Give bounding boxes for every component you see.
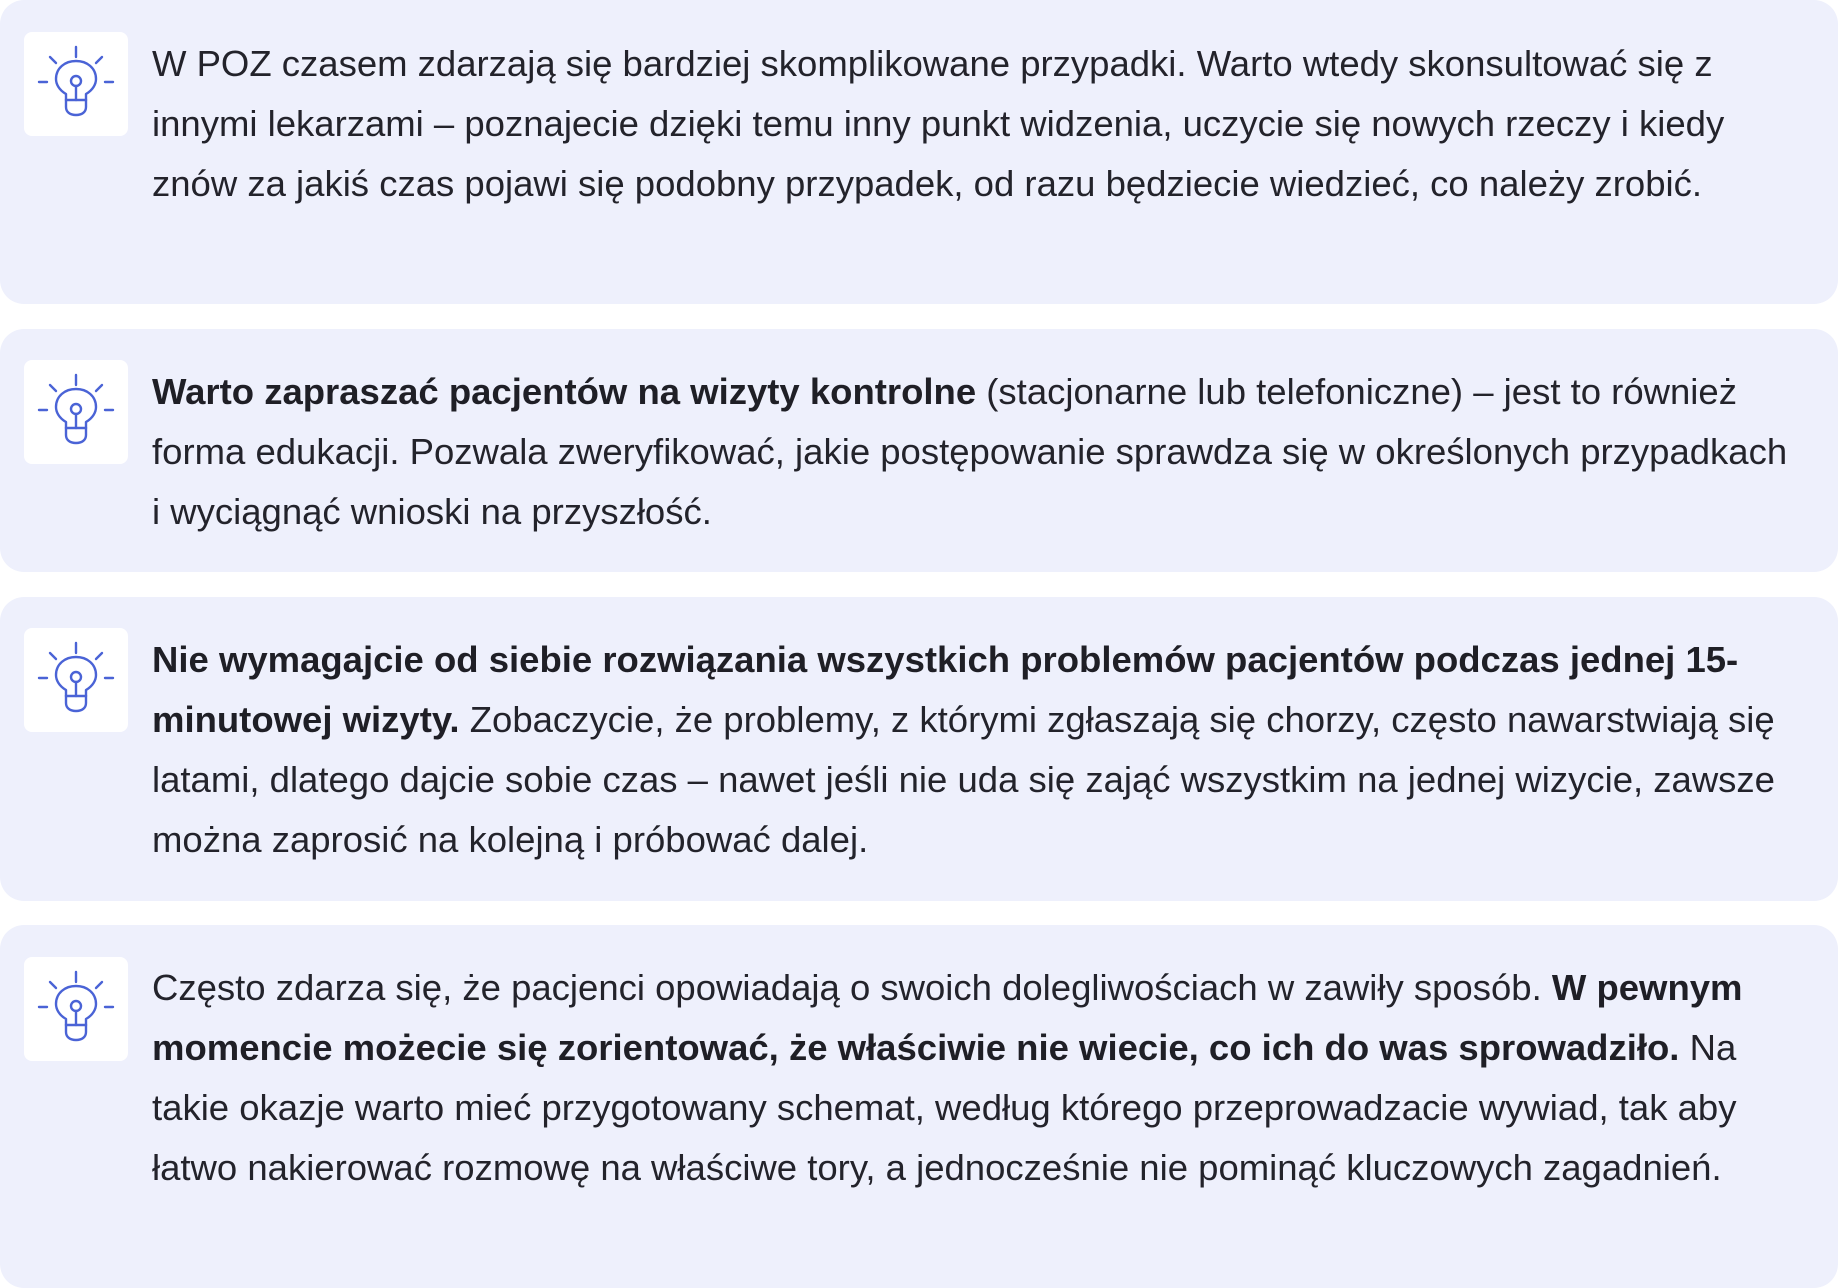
tip-text-2 bbox=[152, 362, 1802, 542]
tip-card-3 bbox=[0, 597, 1838, 901]
tip-text-4 bbox=[152, 958, 1802, 1198]
tip-card-4 bbox=[0, 925, 1838, 1288]
tip-text-3 bbox=[152, 630, 1802, 870]
tip-3-segment-1: Nie wymagajcie od siebie rozwiązania wszystkich problemów pacjentów podczas jednej 15-minutowej wizyty. bbox=[152, 639, 1739, 740]
lightbulb-icon bbox=[24, 957, 128, 1061]
tip-4-segment-2: W pewnym momencie możecie się zorientować, że właściwie nie wiecie, co ich do was sprowadziło. bbox=[152, 967, 1743, 1068]
tip-3-segment-2: Zobaczycie, że problemy, z którymi zgłaszają się chorzy, często nawarstwiają się latami, dlatego dajcie sobie czas – nawet jeśli nie uda się zająć wszystkim na jednej wizycie, zawsze można zaprosić na kolejną i próbować dalej. bbox=[152, 699, 1775, 860]
tip-2-segment-2: (stacjonarne lub telefoniczne) – jest to również forma edukacji. Pozwala zweryfikować, jakie postępowanie sprawdza się w określonych przypadkach i wyciągnąć wnioski na przyszłość. bbox=[152, 371, 1788, 532]
lightbulb-icon bbox=[24, 32, 128, 136]
tip-card-1 bbox=[0, 0, 1838, 304]
tip-card-2 bbox=[0, 329, 1838, 572]
tip-4-segment-3: Na takie okazje warto mieć przygotowany schemat, według którego przeprowadzacie wywiad, tak aby łatwo nakierować rozmowę na właściwe tory, a jednocześnie nie pominąć kluczowych zagadnień. bbox=[152, 1027, 1737, 1188]
tip-1-segment-1: W POZ czasem zdarzają się bardziej skomplikowane przypadki. Warto wtedy skonsultować się z innymi lekarzami – poznajecie dzięki temu inny punkt widzenia, uczycie się nowych rzeczy i kiedy znów za jakiś czas pojawi się podobny przypadek, od razu będziecie wiedzieć, co należy zrobić. bbox=[152, 43, 1725, 204]
tip-4-segment-1: Często zdarza się, że pacjenci opowiadają o swoich dolegliwościach w zawiły sposób. bbox=[152, 967, 1552, 1008]
lightbulb-icon bbox=[24, 628, 128, 732]
tip-2-segment-1: Warto zapraszać pacjentów na wizyty kontrolne bbox=[152, 371, 977, 412]
lightbulb-icon bbox=[24, 360, 128, 464]
tip-text-1 bbox=[152, 34, 1802, 214]
